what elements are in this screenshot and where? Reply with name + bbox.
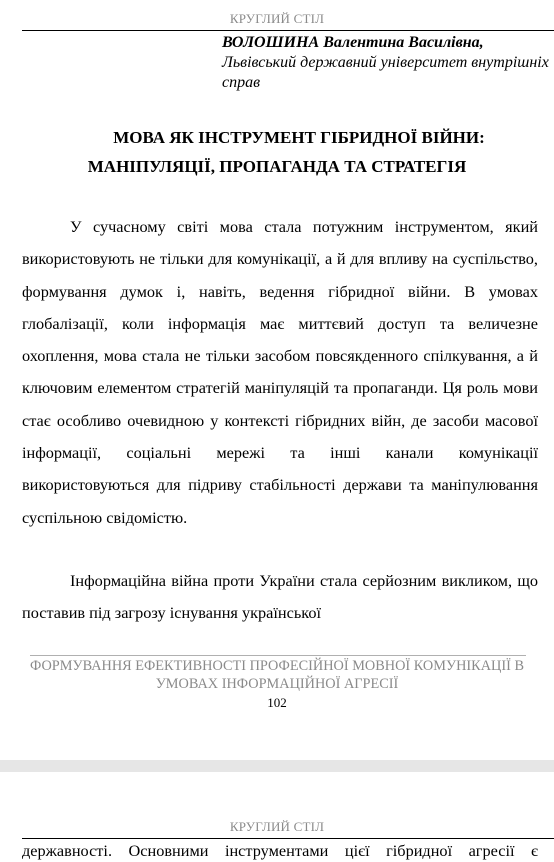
next-page-continuation-text: державності. Основними інструментами цієї гібридної агресії є bbox=[22, 841, 538, 860]
running-header: КРУГЛИЙ СТІЛ bbox=[229, 11, 325, 26]
page-number: 102 bbox=[267, 695, 287, 710]
article-title-line-1: МОВА ЯК ІНСТРУМЕНТ ГІБРИДНОЇ ВІЙНИ: bbox=[113, 128, 485, 147]
body-paragraph-1: У сучасному світі мова стала потужним інструментом, який використовують не тільки для комунікації, а й для впливу на суспільство, формування думок і, навіть, ведення гібридної війни. В умовах глобалізації, коли інформація має миттєвий доступ та величезне охоплення, мова стала не тільки засобом повсякденного спілкування, а й ключовим елементом стратегій маніпуляцій та пропаганди. Ця роль мови стає особливо очевидною у контексті гібридних війн, де засоби масової інформації, соціальні мережі та інші канали комунікації використовуються для підриву стабільності держави та маніпулювання суспільною свідомістю. bbox=[22, 217, 538, 527]
header-rule bbox=[22, 30, 554, 31]
author-block bbox=[222, 33, 552, 93]
author-affiliation: Львівський державний університет внутрішніх справ bbox=[222, 54, 549, 91]
article-title bbox=[0, 123, 554, 181]
article-title-line-2: МАНІПУЛЯЦІЇ, ПРОПАГАНДА ТА СТРАТЕГІЯ bbox=[87, 157, 467, 176]
next-page-running-header: КРУГЛИЙ СТІЛ bbox=[229, 819, 325, 834]
body-paragraph-2: Інформаційна війна проти України стала серйозним викликом, що поставив під загрозу існування української bbox=[22, 571, 538, 623]
page-gap bbox=[0, 760, 554, 772]
next-page-header-rule bbox=[22, 838, 554, 839]
author-name: ВОЛОШИНА Валентина Василівна, bbox=[222, 34, 484, 51]
next-document-page bbox=[0, 772, 554, 862]
footer-title: ФОРМУВАННЯ ЕФЕКТИВНОСТІ ПРОФЕСІЙНОЇ МОВНОЇ КОМУНІКАЦІЇ В УМОВАХ ІНФОРМАЦІЙНОЇ АГРЕСІЇ bbox=[29, 658, 524, 692]
footer-rule bbox=[30, 655, 526, 656]
